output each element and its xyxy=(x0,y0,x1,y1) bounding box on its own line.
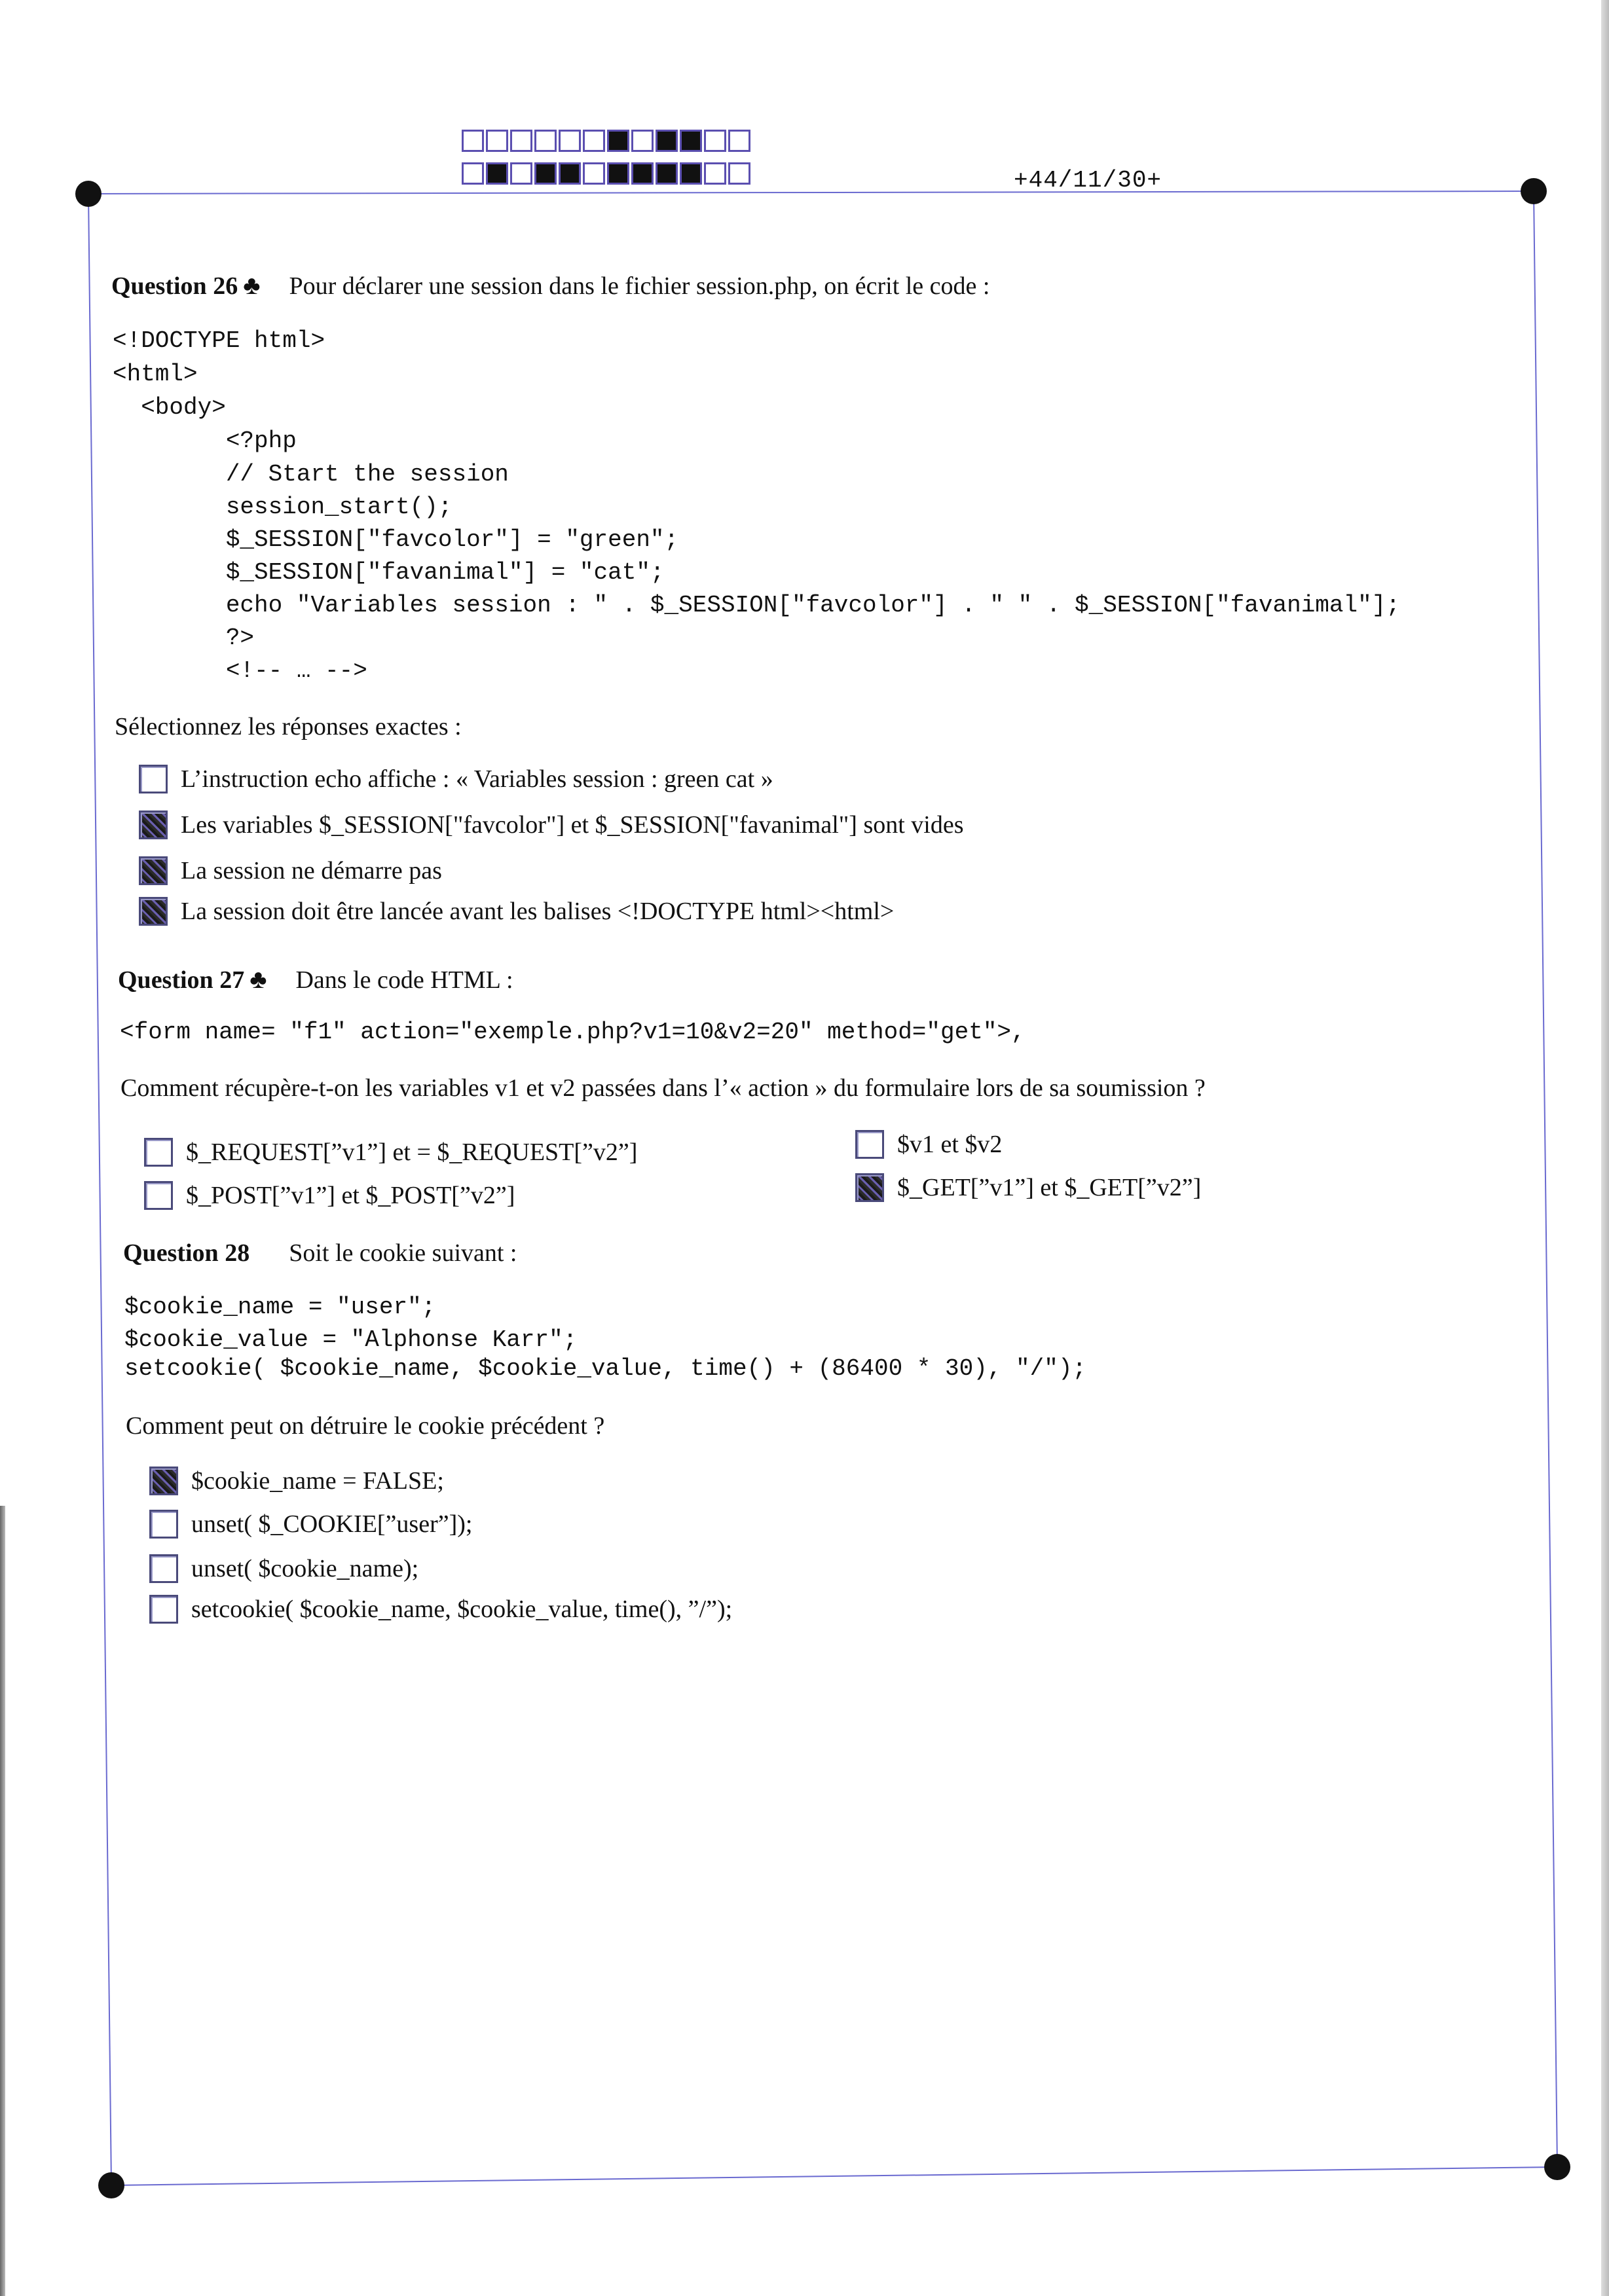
question-27-header xyxy=(118,964,513,994)
club-icon: ♣ xyxy=(243,270,261,300)
barcode-cell-filled xyxy=(656,162,678,185)
barcode-cell-empty xyxy=(728,130,750,152)
answer-option[interactable] xyxy=(139,897,894,926)
barcode-row-2 xyxy=(462,162,750,185)
code-line: $_SESSION["favcolor"] = "green"; xyxy=(113,526,679,553)
checkbox[interactable] xyxy=(144,1138,173,1167)
corner-mark-bottom-left xyxy=(98,2172,124,2198)
answer-option[interactable] xyxy=(139,765,773,793)
code-line: <html> xyxy=(113,361,198,388)
answer-label: Les variables $_SESSION["favcolor"] et $_SESSION["favanimal"] sont vides xyxy=(181,811,964,839)
barcode-cell-empty xyxy=(462,162,484,185)
question-28-header xyxy=(123,1239,517,1267)
barcode-cell-empty xyxy=(583,162,605,185)
barcode-cell-filled xyxy=(534,162,557,185)
question-prompt: Comment récupère-t-on les variables v1 et v2 passées dans l’« action » du formulaire lors de sa soumission ? xyxy=(120,1074,1206,1102)
answer-label: $_REQUEST[”v1”] et = $_REQUEST[”v2”] xyxy=(186,1139,638,1166)
code-line: <body> xyxy=(113,394,226,421)
code-line: <!DOCTYPE html> xyxy=(113,327,325,354)
barcode-cell-filled xyxy=(607,162,629,185)
answer-option[interactable] xyxy=(149,1467,444,1495)
code-line: $cookie_value = "Alphonse Karr"; xyxy=(124,1326,578,1353)
answer-option[interactable] xyxy=(149,1510,472,1539)
answer-option[interactable] xyxy=(855,1173,1201,1202)
checkbox-checked[interactable] xyxy=(855,1173,884,1202)
answer-label: unset( $cookie_name); xyxy=(191,1555,419,1582)
barcode-cell-empty xyxy=(559,130,581,152)
answer-label: La session doit être lancée avant les balises <!DOCTYPE html><html> xyxy=(181,898,895,925)
page-id: +44/11/30+ xyxy=(1014,167,1162,194)
question-title: Question 27 xyxy=(118,966,245,994)
barcode-cell-empty xyxy=(462,130,484,152)
code-line: session_start(); xyxy=(113,494,453,520)
checkbox[interactable] xyxy=(855,1130,884,1159)
answer-label: $_POST[”v1”] et $_POST[”v2”] xyxy=(186,1182,515,1209)
code-line: <form name= "f1" action="exemple.php?v1=10&v2=20" method="get">, xyxy=(120,1019,1026,1046)
question-text: Pour déclarer une session dans le fichier session.php, on écrit le code : xyxy=(289,272,990,300)
checkbox[interactable] xyxy=(149,1554,178,1583)
barcode-cell-empty xyxy=(704,162,726,185)
question-title: Question 26 xyxy=(111,272,238,300)
code-line: ?> xyxy=(113,625,255,651)
code-line: // Start the session xyxy=(113,461,509,488)
barcode-cell-filled xyxy=(656,130,678,152)
checkbox[interactable] xyxy=(149,1595,178,1624)
question-text: Dans le code HTML : xyxy=(295,966,513,994)
checkbox[interactable] xyxy=(144,1181,173,1210)
barcode-cell-filled xyxy=(559,162,581,185)
checkbox-checked[interactable] xyxy=(139,897,168,926)
corner-mark-top-left xyxy=(75,181,102,207)
checkbox-checked[interactable] xyxy=(149,1467,178,1495)
question-prompt: Comment peut on détruire le cookie précédent ? xyxy=(126,1412,605,1440)
barcode-cell-empty xyxy=(534,130,557,152)
code-line: <!-- … --> xyxy=(113,657,367,684)
answer-option[interactable] xyxy=(144,1181,515,1210)
barcode-cell-empty xyxy=(728,162,750,185)
answer-option[interactable] xyxy=(149,1595,732,1624)
club-icon: ♣ xyxy=(250,964,267,994)
answer-label: $_GET[”v1”] et $_GET[”v2”] xyxy=(897,1174,1202,1201)
answer-label: unset( $_COOKIE[”user”]); xyxy=(191,1510,473,1538)
barcode-cell-empty xyxy=(510,162,532,185)
barcode-cell-filled xyxy=(680,162,702,185)
answer-label: $cookie_name = FALSE; xyxy=(191,1467,444,1495)
barcode-cell-filled xyxy=(680,130,702,152)
answer-label: $v1 et $v2 xyxy=(897,1131,1003,1158)
barcode-cell-filled xyxy=(631,162,654,185)
barcode-row-1 xyxy=(462,130,750,152)
answer-option[interactable] xyxy=(139,856,442,885)
code-line: <?php xyxy=(113,428,297,454)
answer-option[interactable] xyxy=(139,811,964,839)
answer-label: La session ne démarre pas xyxy=(181,857,442,884)
question-26-header xyxy=(111,270,989,301)
barcode-cell-empty xyxy=(486,130,508,152)
checkbox[interactable] xyxy=(149,1510,178,1539)
question-text: Soit le cookie suivant : xyxy=(289,1239,517,1267)
code-line: echo "Variables session : " . $_SESSION["favcolor"] . " " . $_SESSION["favanimal"]; xyxy=(113,592,1400,619)
checkbox-checked[interactable] xyxy=(139,856,168,885)
corner-mark-top-right xyxy=(1521,178,1547,204)
code-line: setcookie( $cookie_name, $cookie_value, time() + (86400 * 30), "/"); xyxy=(124,1355,1087,1382)
barcode-cell-empty xyxy=(583,130,605,152)
question-prompt: Sélectionnez les réponses exactes : xyxy=(115,713,462,740)
answer-option[interactable] xyxy=(855,1130,1002,1159)
barcode-cell-empty xyxy=(510,130,532,152)
barcode-cell-filled xyxy=(486,162,508,185)
code-line: $_SESSION["favanimal"] = "cat"; xyxy=(113,559,665,586)
answer-label: setcookie( $cookie_name, $cookie_value, time(), ”/”); xyxy=(191,1595,733,1623)
barcode-cell-empty xyxy=(631,130,654,152)
answer-option[interactable] xyxy=(144,1138,637,1167)
answer-label: L’instruction echo affiche : « Variables session : green cat » xyxy=(181,765,773,793)
code-line: $cookie_name = "user"; xyxy=(124,1294,436,1321)
checkbox[interactable] xyxy=(139,765,168,793)
barcode-cell-filled xyxy=(607,130,629,152)
checkbox-checked[interactable] xyxy=(139,811,168,839)
question-title: Question 28 xyxy=(123,1239,250,1267)
answer-option[interactable] xyxy=(149,1554,418,1583)
corner-mark-bottom-right xyxy=(1544,2154,1570,2180)
barcode-cell-empty xyxy=(704,130,726,152)
